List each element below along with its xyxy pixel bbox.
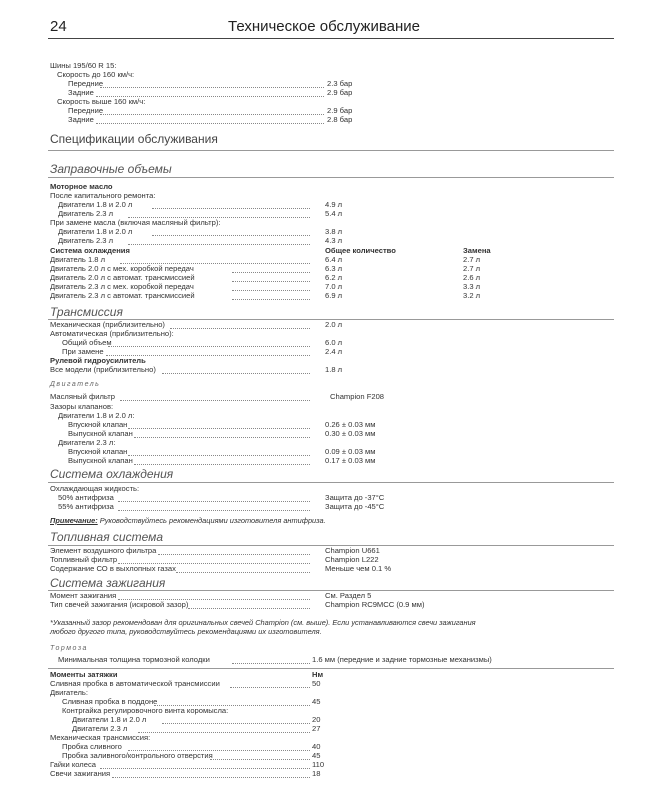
dot-leader <box>100 114 324 115</box>
dot-leader <box>232 290 310 291</box>
brakes-title: Тормоза <box>50 645 88 652</box>
cooling-row-change: 2.7 л <box>463 264 481 273</box>
dot-leader <box>128 244 310 245</box>
oil-filter-label: Масляный фильтр <box>50 392 115 401</box>
torque-engine-label: Двигатель: <box>50 688 88 697</box>
cooling-row-name: Двигатель 1.8 л <box>50 255 106 264</box>
transmission-title: Трансмиссия <box>50 305 123 319</box>
fuel-filter-value: Champion L222 <box>325 555 379 564</box>
power-steering-heading: Рулевой гидроусилитель <box>50 356 146 365</box>
cooling-note <box>50 516 326 525</box>
fill-volumes-title: Заправочные объемы <box>50 162 172 176</box>
torque-wheel-nuts-label: Гайки колеса <box>50 760 96 769</box>
tires-title: Шины 195/60 R 15: <box>50 61 117 70</box>
total-volume-label: Общий объем <box>62 338 112 347</box>
dot-leader <box>120 400 310 401</box>
dot-leader <box>118 501 310 502</box>
ignition-title: Система зажигания <box>50 576 166 590</box>
co-content-label: Содержание СО в выхлопных газах <box>50 564 176 573</box>
all-models-value: 1.8 л <box>325 365 343 374</box>
torque-unit: Нм <box>312 670 324 679</box>
cooling-row-total: 7.0 л <box>325 282 343 291</box>
valve-value: 0.26 ± 0.03 мм <box>325 420 376 429</box>
engine-23-label: Двигатель 2.3 л <box>58 209 114 218</box>
dot-leader <box>134 464 310 465</box>
torque-value: 20 <box>312 715 321 724</box>
dot-leader <box>158 554 310 555</box>
dot-leader <box>232 281 310 282</box>
subsection-rule <box>48 177 614 178</box>
valve-value: 0.17 ± 0.03 мм <box>325 456 376 465</box>
dot-leader <box>232 663 310 664</box>
dot-leader <box>152 235 310 236</box>
dot-leader <box>138 732 310 733</box>
dot-leader <box>112 777 310 778</box>
page-header-title: Техническое обслуживание <box>228 18 420 35</box>
dot-leader <box>152 208 310 209</box>
torque-value: 110 <box>312 760 325 769</box>
dot-leader <box>100 768 310 769</box>
cooling-system-title: Система охлаждения <box>50 467 174 481</box>
dot-leader <box>232 299 310 300</box>
dot-leader <box>188 608 310 609</box>
spark-plug-type-value: Champion RC9MCC (0.9 мм) <box>325 600 425 609</box>
oil-volume-value: 3.8 л <box>325 227 343 236</box>
exhaust-valve-label: Выпускной клапан <box>68 429 133 438</box>
tires-speed-to-160: Скорость до 160 км/ч: <box>57 70 135 79</box>
tires-value: 2.9 бар <box>327 88 353 97</box>
valve-engine-23: Двигатели 2.3 л: <box>58 438 116 447</box>
tires-front-label: Передние <box>68 106 104 115</box>
valve-value: 0.09 ± 0.03 мм <box>325 447 376 456</box>
brake-pad-value: 1.6 мм (передние и задние тормозные механизмы) <box>312 655 492 664</box>
cooling-row-change: 3.2 л <box>463 291 481 300</box>
valve-engine-18-20: Двигатели 1.8 и 2.0 л: <box>58 411 135 420</box>
cooling-row-name: Двигатель 2.3 л с мех. коробкой передач <box>50 282 194 291</box>
ignition-timing-value: См. Раздел 5 <box>325 591 372 600</box>
cooling-table-col-total: Общее количество <box>325 246 396 255</box>
valve-clearance-label: Зазоры клапанов: <box>50 402 114 411</box>
on-change-label: При замене <box>62 347 104 356</box>
spec-section-title: Спецификации обслуживания <box>50 132 218 146</box>
cooling-row-name: Двигатель 2.0 л с мех. коробкой передач <box>50 264 194 273</box>
all-models-label: Все модели (приблизительно) <box>50 365 156 374</box>
cooling-row-name: Двигатель 2.3 л с автомат. трансмиссией <box>50 291 195 300</box>
manual-trans-label: Механическая (приблизительно) <box>50 320 165 329</box>
tires-value: 2.8 бар <box>327 115 353 124</box>
air-filter-label: Элемент воздушного фильтра <box>50 546 157 555</box>
torque-engine-18-20-label: Двигатели 1.8 и 2.0 л <box>72 715 147 724</box>
auto-trans-label: Автоматическая (приблизительно): <box>50 329 174 338</box>
on-change-value: 2.4 л <box>325 347 343 356</box>
torque-value: 18 <box>312 769 321 778</box>
antifreeze-55-label: 55% антифриза <box>58 502 114 511</box>
torque-value: 45 <box>312 697 321 706</box>
after-overhaul-label: После капитального ремонта: <box>50 191 156 200</box>
ignition-note-line-1: *Указанный зазор рекомендован для оригинальных свечей Champion (см. выше). Если устанавливаются свечи зажигания <box>50 618 476 627</box>
dot-leader <box>230 687 310 688</box>
engine-23-label: Двигатель 2.3 л <box>58 236 114 245</box>
cooling-row-change: 2.6 л <box>463 273 481 282</box>
cooling-row-total: 6.4 л <box>325 255 343 264</box>
fuel-system-title: Топливная система <box>50 530 164 544</box>
note-label: Примечание: <box>50 516 98 525</box>
section-rule <box>48 150 614 151</box>
torque-title: Моменты затяжки <box>50 670 118 679</box>
antifreeze-55-value: Защита до -45°С <box>325 502 385 511</box>
manual-trans-value: 2.0 л <box>325 320 343 329</box>
coolant-label: Охлаждающая жидкость: <box>50 484 140 493</box>
oil-filter-value: Champion F208 <box>330 392 385 401</box>
note-text: Руководствуйтесь рекомендациями изготовителя антифриза. <box>99 516 326 525</box>
antifreeze-50-label: 50% антифриза <box>58 493 114 502</box>
exhaust-valve-label: Выпускной клапан <box>68 456 133 465</box>
antifreeze-50-value: Защита до -37°С <box>325 493 385 502</box>
cooling-row-name: Двигатель 2.0 л с автомат. трансмиссией <box>50 273 195 282</box>
oil-volume-value: 4.9 л <box>325 200 343 209</box>
dot-leader <box>128 455 310 456</box>
page-number: 24 <box>50 18 67 35</box>
total-volume-value: 6.0 л <box>325 338 343 347</box>
torque-engine-23-label: Двигатели 2.3 л <box>72 724 128 733</box>
torque-value: 27 <box>312 724 321 733</box>
air-filter-value: Champion U661 <box>325 546 380 555</box>
cooling-row-total: 6.2 л <box>325 273 343 282</box>
cooling-row-total: 6.3 л <box>325 264 343 273</box>
brake-pad-label: Минимальная толщина тормозной колодки <box>58 655 210 664</box>
dot-leader <box>232 272 310 273</box>
valve-value: 0.30 ± 0.03 мм <box>325 429 376 438</box>
oil-volume-value: 4.3 л <box>325 236 343 245</box>
header-rule <box>48 38 614 39</box>
intake-valve-label: Впускной клапан <box>68 420 128 429</box>
cooling-table-col-system: Система охлаждения <box>50 246 130 255</box>
dot-leader <box>162 723 310 724</box>
fuel-filter-label: Топливный фильтр <box>50 555 118 564</box>
torque-fill-plug-label: Пробка заливного/контрольного отверстия <box>62 751 213 760</box>
co-content-value: Меньше чем 0.1 % <box>325 564 392 573</box>
dot-leader <box>118 510 310 511</box>
torque-spark-plugs-label: Свечи зажигания <box>50 769 111 778</box>
torque-drain-label: Пробка сливного <box>62 742 122 751</box>
dot-leader <box>162 373 310 374</box>
tires-value: 2.3 бар <box>327 79 353 88</box>
torque-drain-pan-label: Сливная пробка в поддоне <box>62 697 158 706</box>
filter-change-label: При замене масла (включая масляный фильтр): <box>50 218 221 227</box>
oil-volume-value: 5.4 л <box>325 209 343 218</box>
cooling-table-col-change: Замена <box>463 246 491 255</box>
subsection-rule <box>48 668 614 669</box>
dot-leader <box>210 759 310 760</box>
engine-18-20-label: Двигатели 1.8 и 2.0 л <box>58 200 133 209</box>
tires-value: 2.9 бар <box>327 106 353 115</box>
dot-leader <box>96 123 324 124</box>
engine-18-20-label: Двигатели 1.8 и 2.0 л <box>58 227 133 236</box>
cooling-row-change: 3.3 л <box>463 282 481 291</box>
dot-leader <box>108 346 310 347</box>
dot-leader <box>128 428 310 429</box>
torque-value: 50 <box>312 679 321 688</box>
torque-value: 45 <box>312 751 321 760</box>
subsection-rule <box>48 482 614 483</box>
dot-leader <box>170 328 310 329</box>
dot-leader <box>134 437 310 438</box>
engine-title: Двигатель <box>50 381 101 388</box>
ignition-note-line-2: любого другого типа, руководствуйтесь рекомендациями их изготовителя. <box>50 627 322 636</box>
torque-manual-trans-label: Механическая трансмиссия: <box>50 733 151 742</box>
cooling-row-total: 6.9 л <box>325 291 343 300</box>
torque-value: 40 <box>312 742 321 751</box>
spark-plug-type-label: Тип свечей зажигания (искровой зазор) <box>50 600 189 609</box>
engine-oil-heading: Моторное масло <box>50 182 113 191</box>
tires-rear-label: Задние <box>68 115 94 124</box>
dot-leader <box>100 87 324 88</box>
torque-drain-auto-label: Сливная пробка в автоматической трансмиссии <box>50 679 220 688</box>
tires-front-label: Передние <box>68 79 104 88</box>
intake-valve-label: Впускной клапан <box>68 447 128 456</box>
dot-leader <box>176 572 310 573</box>
tires-rear-label: Задние <box>68 88 94 97</box>
torque-locknut-label: Контргайка регулировочного винта коромысла: <box>62 706 229 715</box>
tires-speed-over-160: Скорость выше 160 км/ч: <box>57 97 146 106</box>
ignition-timing-label: Момент зажигания <box>50 591 117 600</box>
cooling-row-change: 2.7 л <box>463 255 481 264</box>
